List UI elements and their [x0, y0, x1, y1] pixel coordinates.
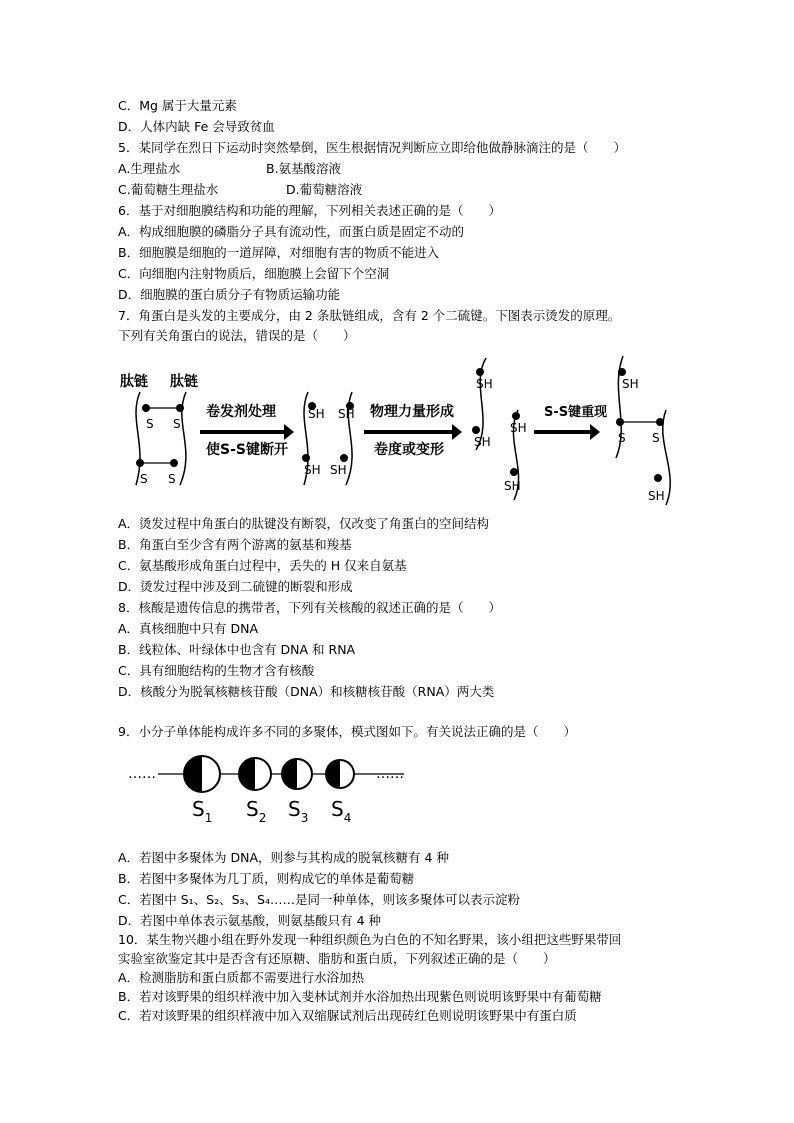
arrow2-label-bottom: 卷度或变形	[374, 442, 444, 458]
arrow1-label-bottom: 使S-S键断开	[206, 442, 288, 458]
dots-right: ……	[376, 766, 404, 782]
monomer-label-4: $S_4$	[331, 797, 352, 825]
q5-option-b: B.氨基酸溶液	[266, 161, 342, 176]
q7-option-b: B．角蛋白至少含有两个游离的氨基和羧基	[118, 537, 352, 552]
q8-stem: 8．核酸是遗传信息的携带者，下列有关核酸的叙述正确的是（ ）	[118, 600, 501, 615]
svg-text:S: S	[140, 472, 148, 486]
q6-stem: 6．基于对细胞膜结构和功能的理解，下列相关表述正确的是（ ）	[118, 203, 501, 218]
arrow2-label-top: 物理力量形成	[370, 404, 454, 420]
svg-text:S: S	[652, 431, 660, 445]
q7-stem-line2: 下列有关角蛋白的说法，错误的是（ ）	[118, 328, 356, 343]
q5-options-ab	[118, 161, 341, 177]
q10-option-c: C．若对该野果的组织样液中加入双缩脲试剂后出现砖红色则说明该野果中有蛋白质	[118, 1008, 577, 1023]
svg-text:S: S	[146, 417, 154, 431]
arrow3-label: S-S键重现	[544, 405, 608, 420]
svg-text:SH: SH	[648, 489, 665, 503]
chain-label-1: 肽链	[120, 374, 148, 390]
svg-text:SH: SH	[304, 463, 321, 477]
svg-text:SH: SH	[510, 421, 527, 435]
q8-option-d: D．核酸分为脱氧核糖核苷酸（DNA）和核糖核苷酸（RNA）两大类	[118, 684, 495, 699]
q9-option-d: D．若图中单体表示氨基酸，则氨基酸只有 4 种	[118, 913, 382, 928]
q9-option-c: C．若图中 S₁、S₂、S₃、S₄……是同一种单体，则该多聚体可以表示淀粉	[118, 892, 520, 907]
q9-option-b: B．若图中多聚体为几丁质，则构成它的单体是葡萄糖	[118, 871, 415, 886]
svg-text:S: S	[173, 417, 181, 431]
q8-option-a: A．真核细胞中只有 DNA	[118, 621, 259, 636]
q10-option-a: A．检测脂肪和蛋白质都不需要进行水浴加热	[118, 970, 365, 985]
q7-option-d: D．烫发过程中涉及到二硫键的断裂和形成	[118, 579, 353, 594]
q4-option-c: C．Mg 属于大量元素	[118, 98, 237, 113]
q7-option-c: C．氨基酸形成角蛋白过程中，丢失的 H 仅来自氨基	[118, 558, 407, 573]
dots-left: ……	[128, 766, 156, 782]
svg-text:SH: SH	[622, 377, 639, 391]
svg-text:SH: SH	[474, 435, 491, 449]
svg-text:SH: SH	[308, 407, 325, 421]
q6-option-a: A．构成细胞膜的磷脂分子具有流动性，而蛋白质是固定不动的	[118, 224, 465, 239]
monomer-label-1: $S_1$	[192, 797, 213, 825]
svg-text:SH: SH	[476, 377, 493, 391]
q9-option-a: A．若图中多聚体为 DNA，则参与其构成的脱氧核糖有 4 种	[118, 850, 449, 865]
chain-label-2: 肽链	[170, 374, 198, 390]
q7-stem-line1: 7．角蛋白是头发的主要成分，由 2 条肽链组成，含有 2 个二硫键。下图表示烫发的原理。	[118, 308, 621, 323]
q6-option-c: C．向细胞内注射物质后，细胞膜上会留下个空洞	[118, 266, 390, 281]
arrow1-label-top: 卷发剂处理	[206, 404, 276, 420]
monomer-label-3: $S_3$	[288, 797, 309, 825]
q10-stem-line1: 10．某生物兴趣小组在野外发现一种组织颜色为白色的不知名野果，该小组把这些野果带回	[118, 932, 622, 947]
svg-text:SH: SH	[330, 463, 347, 477]
q7-perm-diagram	[118, 350, 688, 510]
q10-stem-line2: 实验室欲鉴定其中是否含有还原糖、脂肪和蛋白质，下列叙述正确的是（ ）	[118, 951, 556, 966]
q8-option-b: B．线粒体、叶绿体中也含有 DNA 和 RNA	[118, 642, 356, 657]
monomer-label-2: $S_2$	[246, 797, 267, 825]
q9-monomer-diagram	[126, 752, 426, 832]
q10-option-b: B．若对该野果的组织样液中加入斐林试剂并水浴加热出现紫色则说明该野果中有葡萄糖	[118, 989, 602, 1004]
q4-option-d: D．人体内缺 Fe 会导致贫血	[118, 119, 275, 134]
q9-stem: 9．小分子单体能构成许多不同的多聚体，模式图如下。有关说法正确的是（ ）	[118, 724, 576, 739]
svg-text:S: S	[618, 431, 626, 445]
q5-options-cd	[118, 182, 362, 198]
svg-text:SH: SH	[338, 407, 355, 421]
q6-option-b: B．细胞膜是细胞的一道屏障，对细胞有害的物质不能进入	[118, 245, 440, 260]
q5-option-c: C.葡萄糖生理盐水	[118, 182, 219, 197]
q6-option-d: D．细胞膜的蛋白质分子有物质运输功能	[118, 287, 341, 302]
svg-text:S: S	[168, 472, 176, 486]
svg-text:SH: SH	[504, 479, 521, 493]
q5-option-a: A.生理盐水	[118, 161, 181, 176]
q5-option-d: D.葡萄糖溶液	[286, 182, 363, 197]
q8-option-c: C．具有细胞结构的生物才含有核酸	[118, 663, 315, 678]
q5-stem: 5．某同学在烈日下运动时突然晕倒，医生根据情况判断应立即给他做静脉滴注的是（ ）	[118, 140, 626, 155]
q7-option-a: A．烫发过程中角蛋白的肽键没有断裂，仅改变了角蛋白的空间结构	[118, 516, 490, 531]
